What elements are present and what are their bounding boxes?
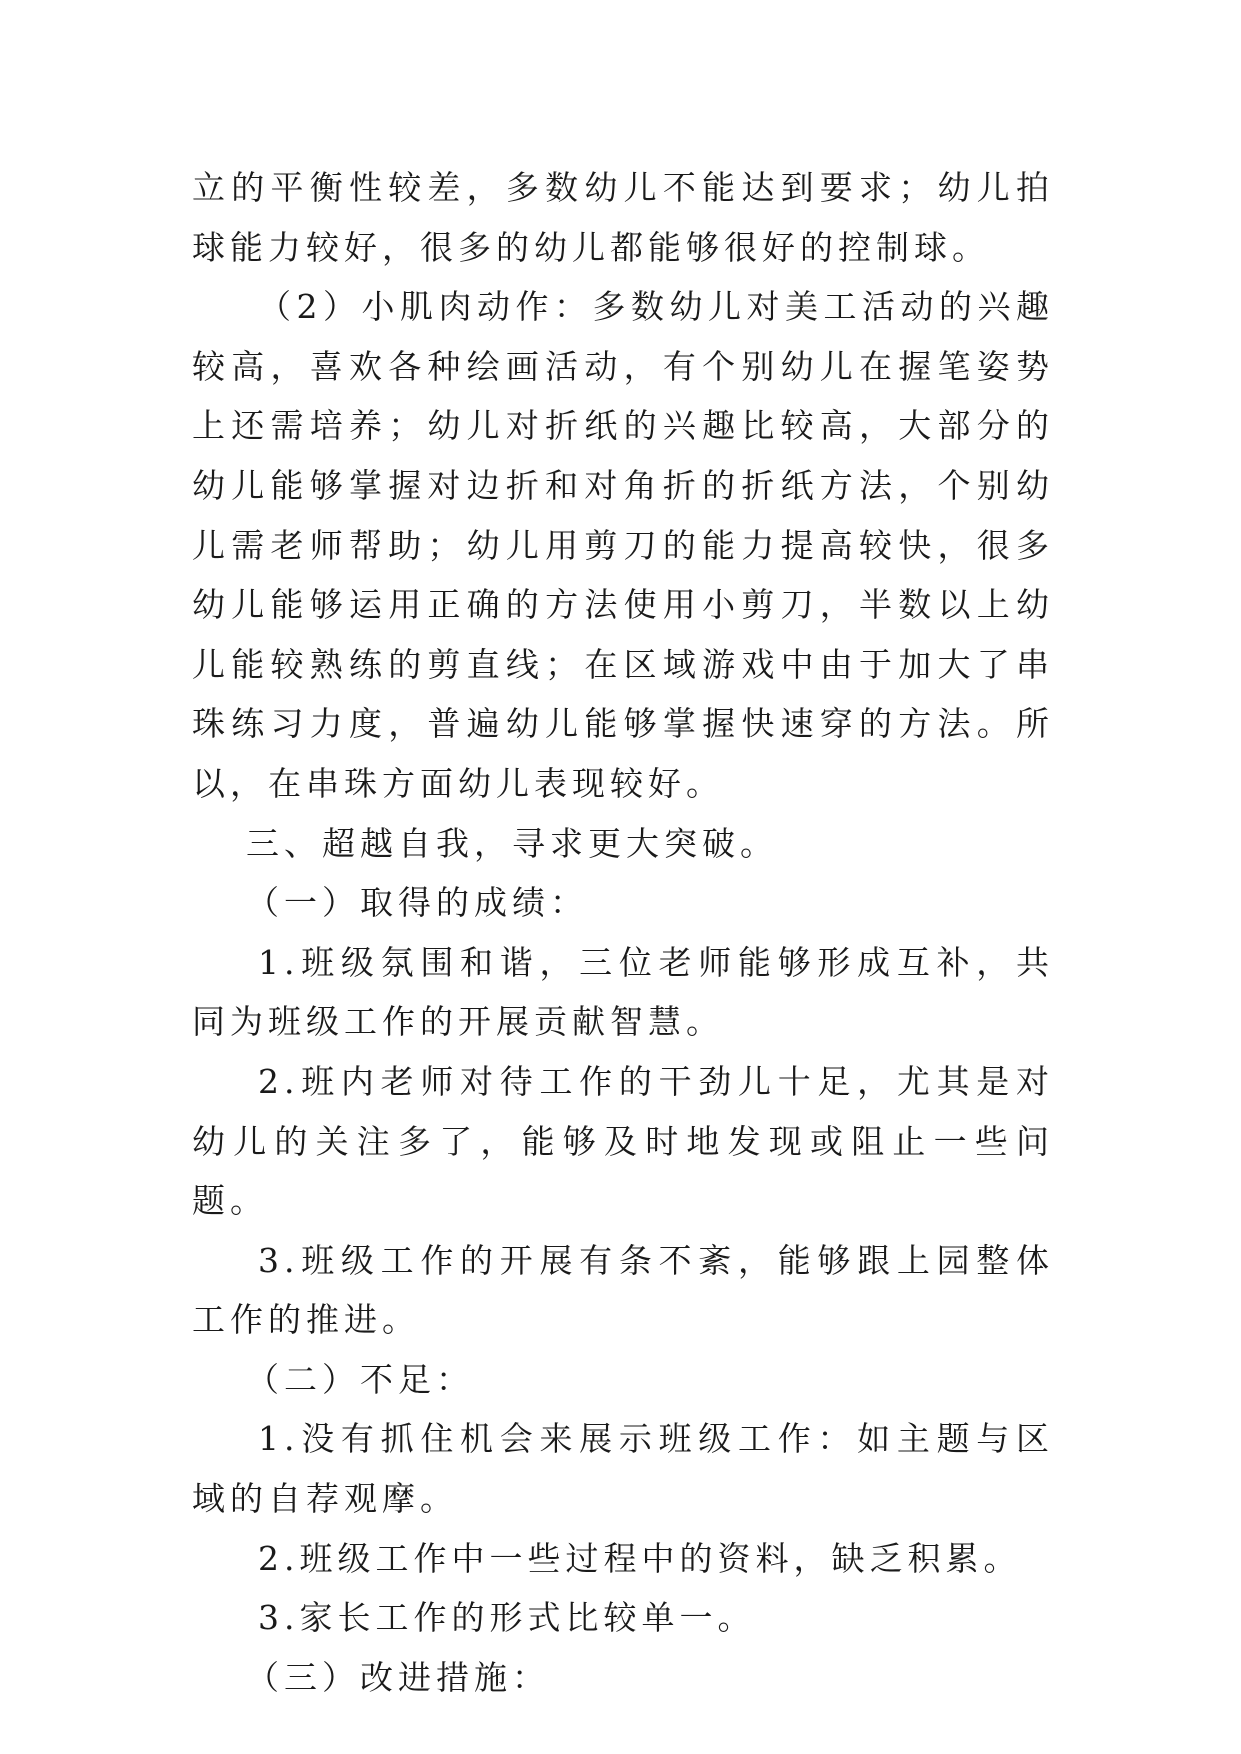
list-item-shortcoming-2: 2.班级工作中一些过程中的资料，缺乏积累。 [258, 1538, 1022, 1578]
list-item-achievement-1: 1.班级氛围和谐，三位老师能够形成互补，共同为班级工作的开展贡献智慧。 [192, 942, 1054, 1042]
document-body [192, 158, 1054, 1707]
list-item-shortcoming-3: 3.家长工作的形式比较单一。 [258, 1598, 756, 1638]
section-heading-three: 三、超越自我，寻求更大突破。 [246, 823, 778, 863]
subheading-improvements: （三）改进措施： [246, 1657, 550, 1697]
subheading-shortcomings: （二）不足： [246, 1359, 474, 1399]
paragraph-fine-motor: （2）小肌肉动作：多数幼儿对美工活动的兴趣较高，喜欢各种绘画活动，有个别幼儿在握笔姿势上还需培养；幼儿对折纸的兴趣比较高，大部分的幼儿能够掌握对边折和对角折的折纸方法，个别幼儿需老师帮助；幼儿用剪刀的能力提高较快，很多幼儿能够运用正确的方法使用小剪刀，半数以上幼儿能较熟练的剪直线；在区域游戏中由于加大了串珠练习力度，普遍幼儿能够掌握快速穿的方法。所以，在串珠方面幼儿表现较好。 [192, 287, 1054, 803]
list-item-achievement-3: 3.班级工作的开展有条不紊，能够跟上园整体工作的推进。 [192, 1240, 1054, 1340]
list-item-shortcoming-1: 1.没有抓住机会来展示班级工作：如主题与区域的自荐观摩。 [192, 1419, 1054, 1519]
list-item-achievement-2: 2.班内老师对待工作的干劲儿十足，尤其是对幼儿的关注多了，能够及时地发现或阻止一些问题。 [192, 1061, 1054, 1221]
paragraph-balance-ball: 立的平衡性较差，多数幼儿不能达到要求；幼儿拍球能力较好，很多的幼儿都能够很好的控制球。 [192, 168, 1054, 267]
subheading-achievements: （一）取得的成绩： [246, 883, 588, 923]
